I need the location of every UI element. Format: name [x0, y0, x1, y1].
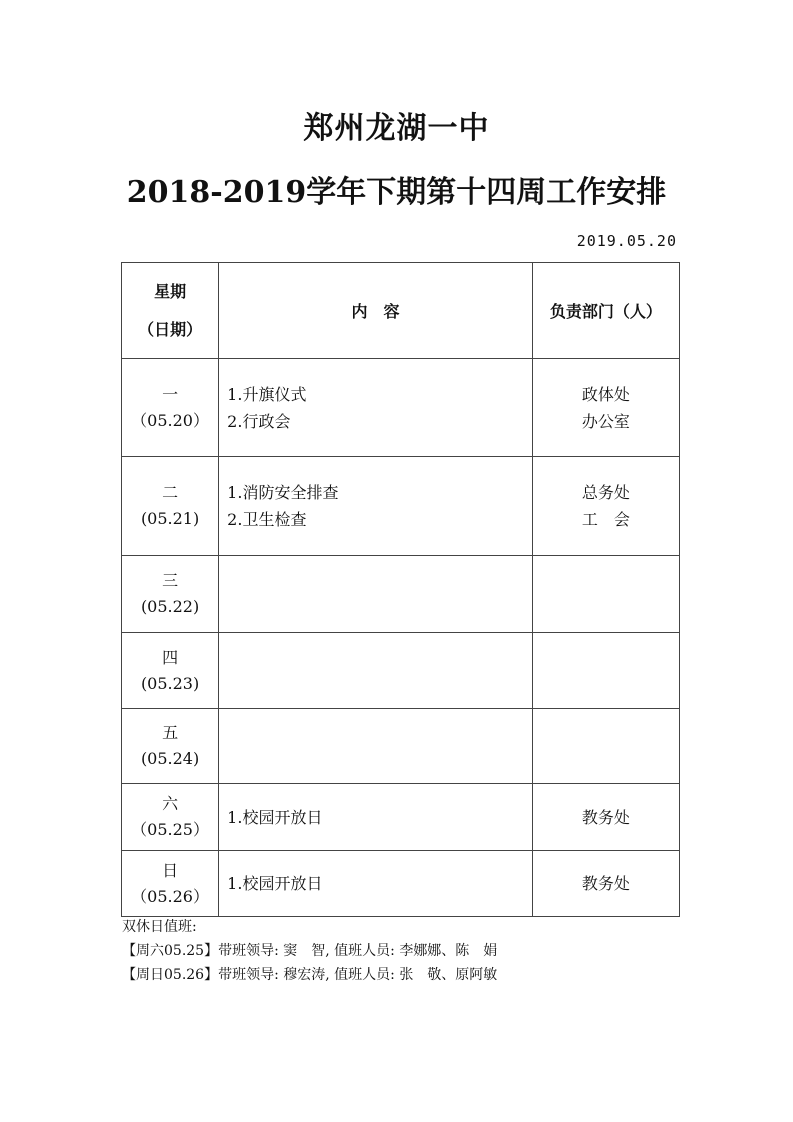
- content-cell: [219, 457, 533, 556]
- duty-sunday: 【周日05.26】带班领导: 穆宏涛, 值班人员: 张 敬、原阿敏: [122, 967, 498, 983]
- header-day-line1: 星期: [154, 281, 187, 301]
- day-date: （05.20）: [131, 410, 209, 430]
- day-cell: [122, 709, 219, 784]
- dept-item: 教务处: [581, 807, 630, 827]
- header-day: [122, 263, 219, 359]
- day-name: 日: [162, 860, 179, 880]
- content-item: 2.行政会: [227, 411, 291, 431]
- table-row: [122, 851, 680, 917]
- dept-item: 总务处: [581, 483, 630, 502]
- content-cell: [219, 359, 533, 457]
- duty-notes: [122, 915, 497, 987]
- dept-item: 政体处: [581, 384, 630, 404]
- content-item: 1.校园开放日: [227, 807, 323, 827]
- day-date: (05.22): [140, 597, 200, 616]
- day-name: 三: [162, 571, 179, 590]
- day-cell: [122, 359, 219, 457]
- day-name: 四: [162, 647, 179, 667]
- content-cell: [219, 784, 533, 851]
- day-name: 六: [162, 794, 179, 813]
- table-row: [122, 709, 680, 784]
- day-cell: [122, 556, 219, 633]
- schedule-table: [121, 262, 680, 917]
- content-item: 1.校园开放日: [227, 874, 323, 893]
- content-cell: [219, 851, 533, 917]
- dept-cell: [532, 556, 679, 633]
- table-header-row: [122, 263, 680, 359]
- header-day-line2: （日期）: [138, 319, 203, 339]
- content-item: 1.升旗仪式: [227, 384, 307, 404]
- table-row: [122, 784, 680, 851]
- dept-cell: [532, 633, 679, 709]
- dept-cell: [532, 359, 679, 457]
- table-row: [122, 457, 680, 556]
- dept-cell: [532, 851, 679, 917]
- day-name: 二: [162, 483, 179, 502]
- table-row: [122, 359, 680, 457]
- content-cell: [219, 633, 533, 709]
- day-name: 一: [162, 384, 179, 404]
- day-date: (05.23): [140, 673, 200, 693]
- content-item: 1.消防安全排查: [227, 483, 339, 502]
- day-cell: [122, 457, 219, 556]
- dept-cell: [532, 784, 679, 851]
- header-content: 内 容: [219, 263, 533, 359]
- table-row: [122, 633, 680, 709]
- content-cell: [219, 556, 533, 633]
- dept-cell: [532, 709, 679, 784]
- document-date: 2019.05.20: [576, 232, 677, 250]
- dept-item: 工 会: [581, 510, 630, 529]
- content-cell: [219, 709, 533, 784]
- duty-notes-heading: 双休日值班:: [122, 919, 197, 935]
- day-cell: [122, 633, 219, 709]
- schedule-title: 2018-2019学年下期第十四周工作安排: [126, 175, 667, 210]
- dept-item: 教务处: [581, 874, 630, 893]
- day-date: (05.21): [140, 509, 200, 528]
- school-title: 郑州龙湖一中: [303, 111, 490, 146]
- day-date: （05.26）: [131, 886, 209, 906]
- day-date: (05.24): [140, 749, 200, 768]
- table-row: [122, 556, 680, 633]
- day-cell: [122, 784, 219, 851]
- dept-item: 办公室: [581, 411, 630, 431]
- content-item: 2.卫生检查: [227, 510, 307, 529]
- day-date: （05.25）: [131, 820, 209, 839]
- header-dept: 负责部门（人）: [532, 263, 679, 359]
- day-cell: [122, 851, 219, 917]
- dept-cell: [532, 457, 679, 556]
- duty-saturday: 【周六05.25】带班领导: 窦 智, 值班人员: 李娜娜、陈 娟: [122, 943, 498, 959]
- day-name: 五: [162, 723, 179, 742]
